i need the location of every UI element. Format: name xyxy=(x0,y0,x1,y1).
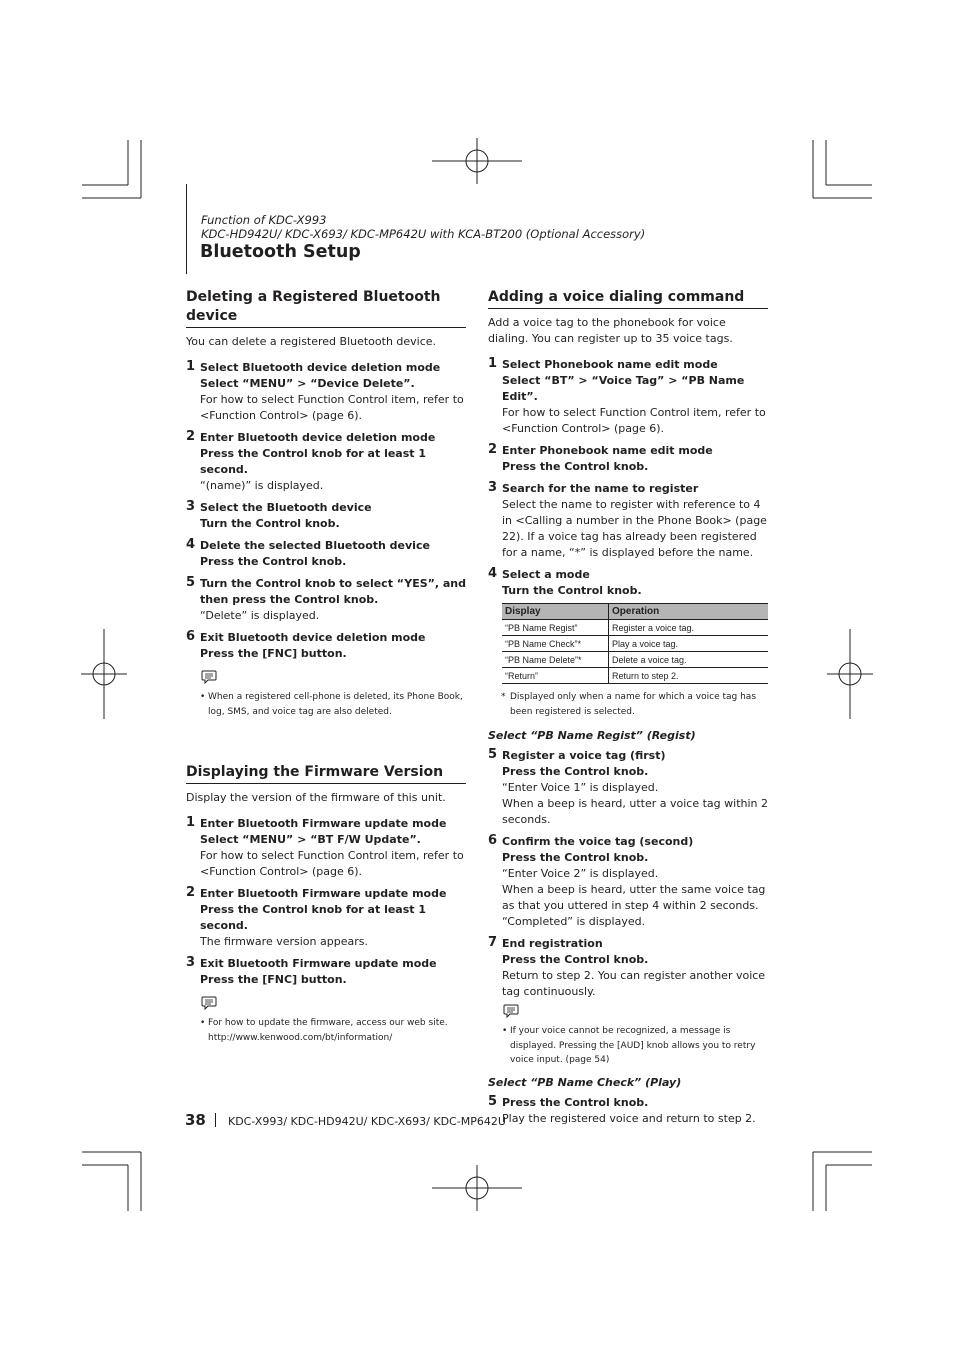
table-row xyxy=(502,652,768,668)
table-row xyxy=(502,636,768,652)
footnote xyxy=(488,690,768,719)
step-action-text: “BT F/W Update”. xyxy=(310,833,421,846)
firmware-heading: Displaying the Firmware Version xyxy=(186,763,466,784)
step-title: Select Phonebook name edit mode xyxy=(502,358,718,371)
step-item xyxy=(488,357,768,437)
step-number: 6 xyxy=(488,833,498,848)
voice-dialing-intro: Add a voice tag to the phonebook for voice dialing. You can register up to 35 voice tags. xyxy=(488,316,733,345)
step-number: 5 xyxy=(186,575,196,590)
footnote-mark: * xyxy=(501,692,506,702)
bullet: • xyxy=(502,1026,508,1036)
table-header: Operation xyxy=(609,604,769,620)
step-action: Press the [FNC] button. xyxy=(200,647,347,660)
step-description: “Enter Voice 1” is displayed. xyxy=(502,781,659,794)
right-column xyxy=(488,288,768,1133)
step-action: Press the Control knob. xyxy=(502,765,649,778)
step-description: For how to select Function Control item, refer to <Function Control> (page 6). xyxy=(200,393,464,422)
table-cell: “PB Name Delete”* xyxy=(502,652,609,668)
note-item xyxy=(186,1016,466,1045)
step-action: Press the Control knob for at least 1 second. xyxy=(200,903,427,932)
header-rule xyxy=(186,184,187,274)
step-item xyxy=(488,1095,768,1127)
step-number: 5 xyxy=(488,1093,498,1109)
regist-steps xyxy=(488,748,768,1000)
step-number: 2 xyxy=(488,442,498,457)
voice-dialing-heading: Adding a voice dialing command xyxy=(488,288,768,309)
step-item xyxy=(488,567,768,599)
function-line: Function of KDC-X993 xyxy=(201,213,327,227)
step-description: For how to select Function Control item, refer to <Function Control> (page 6). xyxy=(502,406,766,435)
step-action: Press the Control knob. xyxy=(200,555,347,568)
firmware-intro: Display the version of the firmware of this unit. xyxy=(186,791,446,804)
step-action xyxy=(200,832,466,848)
note-item xyxy=(488,1024,768,1068)
step-item xyxy=(488,443,768,475)
step-title: Enter Bluetooth Firmware update mode xyxy=(200,887,447,900)
step-description: Return to step 2. You can register another voice tag continuously. xyxy=(502,969,766,998)
step-title: End registration xyxy=(502,937,603,950)
step-action-text: “Voice Tag” xyxy=(591,374,665,387)
table-cell: Return to step 2. xyxy=(609,668,769,684)
step-description: “Delete” is displayed. xyxy=(200,609,320,622)
step-description: When a beep is heard, utter a voice tag within 2 seconds. xyxy=(502,797,769,826)
table-header-row xyxy=(502,604,768,620)
step-action: Turn the Control knob. xyxy=(502,584,642,597)
step-number: 4 xyxy=(488,566,498,581)
note-text: If your voice cannot be recognized, a message is displayed. Pressing the [AUD] knob allows you to retry voice input. (page 54) xyxy=(510,1026,756,1065)
step-action: Press the [FNC] button. xyxy=(200,973,347,986)
delete-device-heading: Deleting a Registered Bluetooth device xyxy=(186,288,466,328)
step-title: Select the Bluetooth device xyxy=(200,501,372,514)
step-title: Enter Bluetooth Firmware update mode xyxy=(200,817,447,830)
step-item xyxy=(186,956,466,988)
step-action xyxy=(200,376,466,392)
step-item xyxy=(186,538,466,570)
step-action: Press the Control knob. xyxy=(502,851,649,864)
step-number: 3 xyxy=(186,499,196,514)
step-number: 1 xyxy=(488,356,498,371)
step-title: Exit Bluetooth Firmware update mode xyxy=(200,957,437,970)
footnote-text: Displayed only when a name for which a voice tag has been registered is selected. xyxy=(510,692,757,717)
step-description: For how to select Function Control item, refer to <Function Control> (page 6). xyxy=(200,849,464,878)
step-action-text: Select “MENU” xyxy=(200,377,294,390)
step-description: Select the name to register with reference to 4 in <Calling a number in the Phone Book> (page 22). If a voice tag has already been registered for a name, “*” is displayed before the name. xyxy=(502,498,767,559)
step-description: The firmware version appears. xyxy=(200,935,368,948)
table-row xyxy=(502,620,768,636)
step-action: Turn the Control knob. xyxy=(200,517,340,530)
firmware-url: http://www.kenwood.com/bt/information/ xyxy=(208,1032,393,1043)
step-action-text: “Device Delete”. xyxy=(310,377,415,390)
regist-subheading: Select “PB Name Regist” (Regist) xyxy=(488,729,696,742)
note-speech-bubble-icon xyxy=(503,1004,519,1018)
note-speech-bubble-icon xyxy=(201,996,217,1010)
table-row xyxy=(502,668,768,684)
bullet: • xyxy=(200,692,206,702)
step-item xyxy=(186,430,466,494)
table-cell: “Return” xyxy=(502,668,609,684)
step-action-text: Select “BT” xyxy=(502,374,575,387)
left-column xyxy=(186,288,466,1045)
step-action-text: Select “MENU” xyxy=(200,833,294,846)
page-number: 38 xyxy=(185,1111,206,1129)
note-text: For how to update the firmware, access our web site. xyxy=(208,1018,448,1028)
step-item xyxy=(186,816,466,880)
step-number: 3 xyxy=(488,480,498,495)
footer-divider xyxy=(215,1113,216,1127)
step-number: 1 xyxy=(186,359,196,374)
step-item xyxy=(186,360,466,424)
step-action: Press the Control knob. xyxy=(502,953,649,966)
step-title: Press the Control knob. xyxy=(502,1095,649,1109)
step-action xyxy=(502,373,768,405)
voice-dialing-steps xyxy=(488,357,768,599)
mode-table xyxy=(502,603,768,684)
firmware-steps xyxy=(186,816,466,988)
step-number: 2 xyxy=(186,885,196,900)
check-subheading: Select “PB Name Check” (Play) xyxy=(488,1075,682,1089)
step-item xyxy=(488,936,768,1000)
delete-device-steps xyxy=(186,360,466,662)
step-title: Delete the selected Bluetooth device xyxy=(200,539,430,552)
arrow-right-icon: > xyxy=(297,377,307,390)
bullet: • xyxy=(200,1018,206,1028)
step-action: Press the Control knob. xyxy=(502,460,649,473)
step-description: When a beep is heard, utter the same voice tag as that you uttered in step 4 within 2 seconds. xyxy=(502,883,766,912)
note-text: When a registered cell-phone is deleted, its Phone Book, log, SMS, and voice tag are also deleted. xyxy=(208,692,463,717)
step-title: Search for the name to register xyxy=(502,482,699,495)
step-number: 2 xyxy=(186,429,196,444)
step-description: “Completed” is displayed. xyxy=(502,915,646,928)
table-cell: Play a voice tag. xyxy=(609,636,769,652)
note-item xyxy=(186,690,466,719)
step-item xyxy=(186,630,466,662)
table-cell: “PB Name Check”* xyxy=(502,636,609,652)
note-speech-bubble-icon xyxy=(201,670,217,684)
step-number: 5 xyxy=(488,747,498,762)
step-description: “Enter Voice 2” is displayed. xyxy=(502,867,659,880)
step-item xyxy=(488,834,768,930)
step-title: Confirm the voice tag (second) xyxy=(502,835,694,848)
step-item xyxy=(186,576,466,624)
page-title: Bluetooth Setup xyxy=(200,242,361,262)
step-title: Enter Bluetooth device deletion mode xyxy=(200,431,436,444)
step-title: Turn the Control knob to select “YES”, and then press the Control knob. xyxy=(200,577,466,606)
arrow-right-icon: > xyxy=(297,833,307,846)
step-item xyxy=(186,500,466,532)
step-description: “(name)” is displayed. xyxy=(200,479,324,492)
step-title: Enter Phonebook name edit mode xyxy=(502,444,713,457)
step-number: 1 xyxy=(186,815,196,830)
models-line: KDC-HD942U/ KDC-X693/ KDC-MP642U with KCA-BT200 (Optional Accessory) xyxy=(201,227,646,241)
step-title: Select a mode xyxy=(502,568,590,581)
step-number: 4 xyxy=(186,537,196,552)
table-cell: Delete a voice tag. xyxy=(609,652,769,668)
delete-device-intro: You can delete a registered Bluetooth device. xyxy=(186,335,437,348)
step-item xyxy=(488,748,768,828)
footer-models: KDC-X993/ KDC-HD942U/ KDC-X693/ KDC-MP642U xyxy=(228,1115,506,1128)
arrow-right-icon: > xyxy=(668,374,678,387)
step-number: 7 xyxy=(488,935,498,950)
step-action: Press the Control knob for at least 1 second. xyxy=(200,447,427,476)
step-title: Register a voice tag (first) xyxy=(502,749,666,762)
step-title: Select Bluetooth device deletion mode xyxy=(200,361,441,374)
table-header: Display xyxy=(502,604,609,620)
step-action-text: “PB Name Edit”. xyxy=(502,374,745,403)
step-number: 3 xyxy=(186,955,196,970)
step-item xyxy=(488,481,768,561)
table-cell: “PB Name Regist” xyxy=(502,620,609,636)
step-number: 6 xyxy=(186,629,196,644)
step-item xyxy=(186,886,466,950)
table-cell: Register a voice tag. xyxy=(609,620,769,636)
step-title: Exit Bluetooth device deletion mode xyxy=(200,631,426,644)
arrow-right-icon: > xyxy=(578,374,588,387)
step-description: Play the registered voice and return to step 2. xyxy=(502,1111,756,1125)
